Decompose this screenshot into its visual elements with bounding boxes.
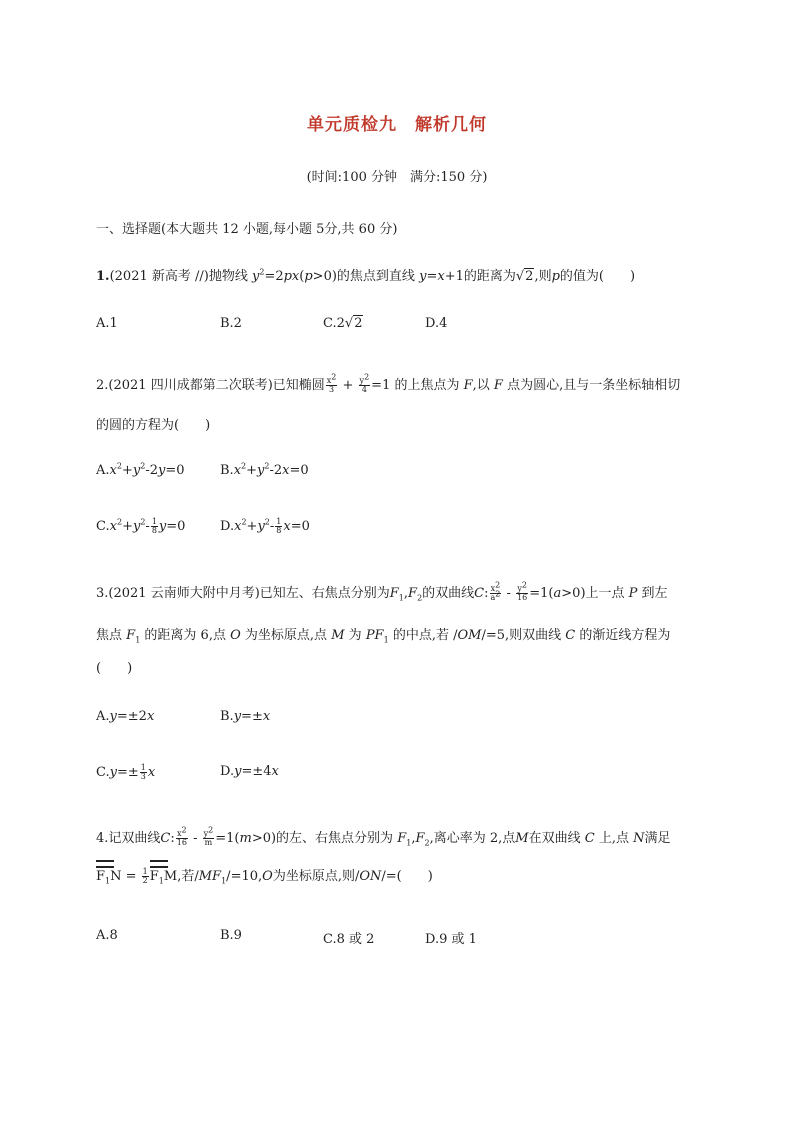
q3-text-a: 3.(2021 云南师大附中月考)已知左、右焦点分别为 bbox=[96, 586, 390, 601]
q2-line2: 的圆的方程为( ) bbox=[96, 418, 211, 433]
q3-option-b[interactable]: B.y=±x bbox=[220, 709, 271, 724]
q2-option-b[interactable]: $B.x^2+y^2-2x=0$ bbox=[220, 461, 309, 478]
q1-option-c[interactable]: C.2√2 bbox=[323, 316, 363, 331]
q1-number: 1. bbox=[96, 269, 110, 284]
q3-text-b: 的双曲线 bbox=[422, 586, 475, 601]
q1-text-b: 的距离为 bbox=[463, 269, 516, 284]
q1-source: (2021 新高考 //)抛物线 bbox=[109, 269, 248, 284]
q4-text-a: 4.记双曲线 bbox=[96, 831, 161, 846]
q4-text-h: ,若 bbox=[177, 869, 195, 884]
q1-text-c: ,则 bbox=[534, 269, 552, 284]
q3-text-f: 焦点 bbox=[96, 628, 123, 643]
q3-text-d: )上一点 bbox=[580, 586, 625, 601]
q3-option-a[interactable]: A.y=±2x bbox=[96, 709, 155, 724]
q2-option-c[interactable]: $C.x^2+y^2-$ $\frac{1}{8}$ y=0 bbox=[96, 517, 186, 535]
q4-text-j: 为坐标原点,则 bbox=[272, 869, 355, 884]
q2-text-d: 点为圆心,且与一条坐标轴相切 bbox=[507, 378, 681, 393]
q3-text-k: =5,则双曲线 bbox=[485, 628, 562, 643]
page-subtitle: (时间:100 分钟 满分:150 分) bbox=[306, 170, 488, 185]
q3-text-e: 到左 bbox=[641, 586, 668, 601]
q2-text-c: ,以 bbox=[472, 378, 490, 393]
q2-option-a[interactable]: $A.x^2+y^2-2y=0$ bbox=[96, 461, 185, 478]
q4-line2: $F_1N$ = $\frac{1}{2}$ $F_1M$,若$/MF_1/=10,O$为坐标原点,则/ON/=( ) bbox=[96, 860, 433, 885]
q3-text-j: 的中点,若 bbox=[392, 628, 449, 643]
q3-text-c: =1( bbox=[529, 586, 554, 601]
question-3: 3.(2021 云南师大附中月考)已知左、右焦点分别为$F_1,F_2$的双曲线C: $\frac{x^2}{a^2}$ - $\frac{y^2}{16}$ =1(a>0)上一点 P 到左 bbox=[96, 580, 668, 603]
q4-option-d[interactable]: D.9 或 1 bbox=[425, 932, 477, 947]
q2-text-a: 2.(2021 四川成都第二次联考)已知椭圆 bbox=[96, 378, 325, 393]
q4-option-a[interactable]: A.8 bbox=[96, 928, 118, 943]
q3-text-i: 为 bbox=[348, 628, 362, 643]
q4-option-c[interactable]: C.8 或 2 bbox=[323, 932, 375, 947]
q4-text-g: 满足 bbox=[644, 831, 671, 846]
q1-option-a[interactable]: A.1 bbox=[96, 316, 118, 331]
q1-option-d[interactable]: D.4 bbox=[425, 316, 448, 331]
question-1: 1.(2021 新高考 //)抛物线 $y^2=2px(p>0)$的焦点到直线 y=x+1的距离为√2,则p的值为( ) bbox=[96, 267, 636, 284]
q4-text-f: 上,点 bbox=[598, 831, 629, 846]
question-2: 2.(2021 四川成都第二次联考)已知椭圆 $\frac{x^2}{3}$ + $\frac{y^2}{4}$ =1 的上焦点为 F,以 F 点为圆心,且与一条坐标轴相切 bbox=[96, 372, 681, 394]
q4-option-b[interactable]: B.9 bbox=[220, 928, 242, 943]
q1-text-d: 的值为( ) bbox=[559, 269, 636, 284]
q4-text-e: 在双曲线 bbox=[528, 831, 581, 846]
q3-line2: 焦点 $F_1$ 的距离为 6,点 O 为坐标原点,点 M 为 $PF_1$ 的中点,若 /OM/=5,则双曲线 C 的渐近线方程为 bbox=[96, 628, 671, 645]
q4-text-b: =1( bbox=[215, 831, 240, 846]
q4-text-d: ,离心率为 2,点 bbox=[429, 831, 516, 846]
q3-text-g: 的距离为 6,点 bbox=[144, 628, 226, 643]
q3-text-l: 的渐近线方程为 bbox=[579, 628, 671, 643]
q3-text-h: 为坐标原点,点 bbox=[244, 628, 328, 643]
vector-f1m: $F_1M$ bbox=[150, 860, 177, 884]
q2-text-b: =1 的上焦点为 bbox=[371, 378, 460, 393]
q4-text-c: )的左、右焦点分别为 bbox=[270, 831, 394, 846]
vector-f1n: $F_1N$ bbox=[96, 860, 122, 884]
q1-option-b[interactable]: B.2 bbox=[220, 316, 242, 331]
q1-text-a: 的焦点到直线 bbox=[336, 269, 415, 284]
q2-option-d[interactable]: $D.x^2+y^2-$ $\frac{1}{8}$ x=0 bbox=[220, 517, 310, 535]
q3-line3: ( ) bbox=[96, 661, 133, 676]
q4-text-i: =10, bbox=[230, 869, 263, 884]
q3-option-d[interactable]: D.y=±4x bbox=[220, 764, 279, 779]
q3-option-c[interactable]: C.y=± $\frac{1}{3}$ x bbox=[96, 763, 156, 781]
section-heading: 一、选择题(本大题共 12 小题,每小题 5分,共 60 分) bbox=[96, 222, 398, 237]
page-title: 单元质检九 解析几何 bbox=[307, 115, 487, 135]
q4-text-k: =( ) bbox=[385, 869, 433, 884]
question-4: 4.记双曲线C: $\frac{x^2}{16}$ - $\frac{y^2}{m}$ =1(m>0)的左、右焦点分别为 $F_1,F_2$,离心率为 2,点M在双曲线 C 上,点 N满足 bbox=[96, 825, 671, 848]
